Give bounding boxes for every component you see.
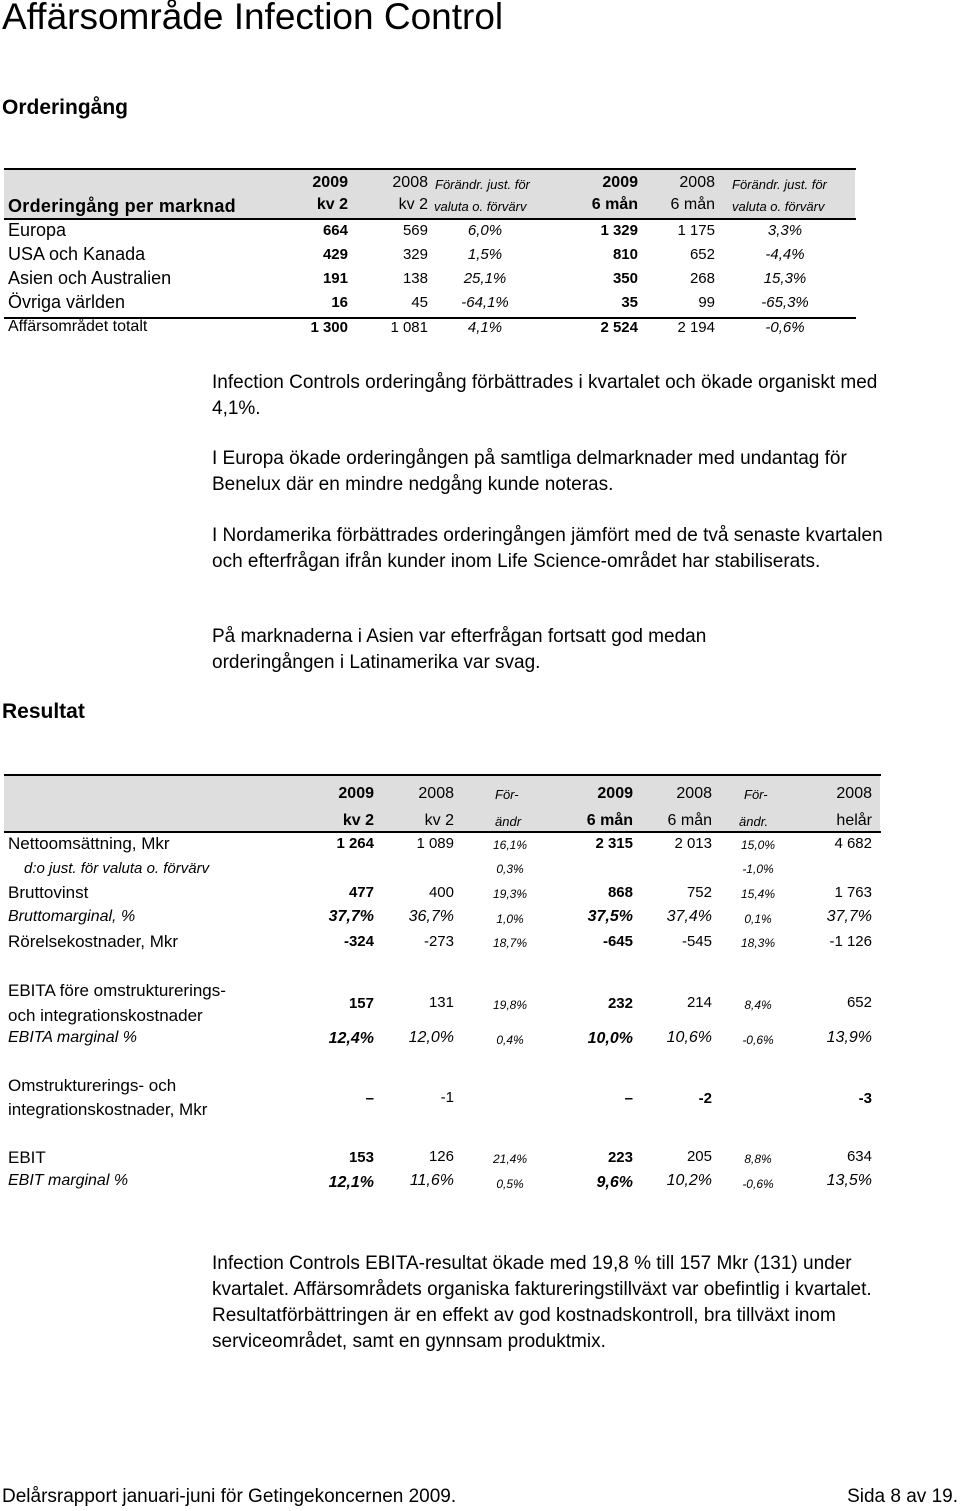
result-c5-bottom: 6 mån xyxy=(667,812,712,829)
section-heading-order: Orderingång xyxy=(2,96,129,119)
cell: 329 xyxy=(402,246,428,263)
cell: 652 xyxy=(846,994,872,1011)
page-footer xyxy=(2,1486,958,1508)
cell: 19,8% xyxy=(492,998,528,1012)
cell: 3,3% xyxy=(767,222,803,239)
row-label: Asien och Australien xyxy=(8,268,172,288)
cell: 1 175 xyxy=(677,222,715,239)
order-col4-bottom: 6 mån xyxy=(591,196,638,213)
cell: 126 xyxy=(428,1148,454,1165)
order-table-top-rule xyxy=(4,168,856,170)
cell: 634 xyxy=(846,1148,872,1165)
cell: 1 329 xyxy=(600,222,638,239)
result-c2-top: 2008 xyxy=(418,785,454,802)
result-c3-bottom: ändr xyxy=(495,814,522,829)
cell: 16 xyxy=(331,294,348,311)
order-paragraph-3: I Nordamerika förbättrades orderingången jämfört med de två senaste kvartalen och efterfrågan ifrån kunder inom Life Science-området har stabiliserats. xyxy=(212,525,883,572)
cell: 2 194 xyxy=(677,319,715,336)
row-label: EBIT marginal % xyxy=(8,1172,129,1189)
cell: -273 xyxy=(423,933,454,950)
cell: 1,5% xyxy=(467,246,503,263)
cell: 12,1% xyxy=(328,1174,374,1191)
cell: 10,0% xyxy=(587,1030,633,1047)
result-c2-bottom: kv 2 xyxy=(424,812,454,829)
cell: 752 xyxy=(686,884,712,901)
cell: 191 xyxy=(322,270,348,287)
result-c4-top: 2009 xyxy=(597,785,633,802)
row-label-line-2: integrationskostnader, Mkr xyxy=(8,1100,208,1119)
result-c5-top: 2008 xyxy=(676,785,712,802)
cell: 569 xyxy=(402,222,428,239)
cell: 25,1% xyxy=(463,270,507,287)
section-heading-result: Resultat xyxy=(2,700,85,723)
cell: 153 xyxy=(348,1149,374,1166)
cell: 214 xyxy=(686,994,712,1011)
cell: -324 xyxy=(343,933,374,950)
order-header-label: Orderingång per marknad xyxy=(8,196,236,216)
cell: 232 xyxy=(607,995,633,1012)
row-label: Bruttomarginal, % xyxy=(8,908,136,925)
order-col6-top: Förändr. just. för xyxy=(732,177,827,192)
cell: 4 682 xyxy=(834,835,872,852)
cell: 13,9% xyxy=(826,1029,872,1046)
order-col5-bottom: 6 mån xyxy=(670,196,715,213)
order-col3-bottom: valuta o. förvärv xyxy=(434,199,527,214)
cell: 223 xyxy=(607,1149,633,1166)
cell: -64,1% xyxy=(461,294,509,311)
cell: 8,8% xyxy=(744,1152,772,1166)
cell: 36,7% xyxy=(408,908,454,925)
result-c7-top: 2008 xyxy=(836,785,872,802)
cell: 0,3% xyxy=(496,862,524,876)
order-col6-bottom: valuta o. förvärv xyxy=(732,199,825,214)
cell: 16,1% xyxy=(492,838,528,852)
cell: 19,3% xyxy=(492,887,528,901)
cell: 8,4% xyxy=(744,998,772,1012)
cell: 429 xyxy=(322,246,348,263)
row-label-line-2: och integrationskostnader xyxy=(8,1006,203,1025)
cell: 11,6% xyxy=(409,1172,454,1189)
cell: 350 xyxy=(612,270,638,287)
row-label: Bruttovinst xyxy=(8,883,89,902)
result-c3-top: För- xyxy=(495,787,519,802)
cell: -0,6% xyxy=(765,319,805,336)
order-paragraph-1: Infection Controls orderingång förbättrades i kvartalet och ökade organiskt med 4,1%. xyxy=(212,372,878,419)
row-label: USA och Kanada xyxy=(8,244,146,264)
order-col3-top: Förändr. just. för xyxy=(435,177,530,192)
cell: -0,6% xyxy=(742,1177,774,1191)
order-paragraph-4: På marknaderna i Asien var efterfrågan fortsatt god medan orderingången i Latinamerika var svag. xyxy=(212,626,707,673)
cell: 664 xyxy=(322,222,348,239)
cell: 0,1% xyxy=(744,912,772,926)
cell: 652 xyxy=(689,246,715,263)
order-col4-top: 2009 xyxy=(602,174,638,191)
cell: -545 xyxy=(681,933,712,950)
cell: – xyxy=(624,1090,633,1107)
cell: 37,7% xyxy=(328,908,374,925)
cell: -1,0% xyxy=(742,862,774,876)
page-title: Affärsområde Infection Control xyxy=(2,0,504,37)
cell: 12,0% xyxy=(408,1029,454,1046)
row-label: EBITA marginal % xyxy=(8,1029,137,1046)
row-label: Affärsområdet totalt xyxy=(8,318,148,335)
cell: -0,6% xyxy=(742,1033,774,1047)
result-c6-bottom: ändr. xyxy=(739,814,769,829)
cell: 37,5% xyxy=(587,908,633,925)
cell: 1 264 xyxy=(336,835,374,852)
result-c1-bottom: kv 2 xyxy=(342,812,374,829)
cell: 2 524 xyxy=(600,319,638,336)
cell: -4,4% xyxy=(765,246,805,263)
cell: -645 xyxy=(602,933,633,950)
result-c4-bottom: 6 mån xyxy=(586,812,633,829)
cell: 205 xyxy=(686,1148,712,1165)
cell: 2 315 xyxy=(595,835,633,852)
cell: 35 xyxy=(621,294,638,311)
cell: 810 xyxy=(612,246,638,263)
row-label: Europa xyxy=(8,220,67,240)
result-c1-top: 2009 xyxy=(338,785,374,802)
footer-report-title: Delårsrapport januari-juni för Getingekoncernen 2009. xyxy=(2,1486,457,1507)
cell: 0,5% xyxy=(496,1177,524,1191)
row-label: d:o just. för valuta o. förvärv xyxy=(24,860,210,877)
cell: -1 126 xyxy=(829,933,872,950)
order-col1-top: 2009 xyxy=(312,174,348,191)
row-label: Nettoomsättning, Mkr xyxy=(8,834,170,853)
cell: 9,6% xyxy=(596,1174,633,1191)
order-table-header-rule xyxy=(4,218,856,220)
cell: -65,3% xyxy=(761,294,809,311)
cell: 157 xyxy=(348,995,374,1012)
row-label: EBIT xyxy=(8,1148,46,1167)
order-col1-bottom: kv 2 xyxy=(316,196,348,213)
row-label: Rörelsekostnader, Mkr xyxy=(8,932,179,951)
order-col2-top: 2008 xyxy=(392,174,428,191)
order-col2-bottom: kv 2 xyxy=(398,196,428,213)
cell: 37,7% xyxy=(826,908,872,925)
footer-page-number: Sida 8 av 19. xyxy=(847,1486,958,1507)
cell: 15,3% xyxy=(763,270,807,287)
result-c7-bottom: helår xyxy=(836,812,872,829)
cell: 12,4% xyxy=(328,1030,374,1047)
cell: 18,7% xyxy=(492,936,528,950)
cell: 400 xyxy=(428,884,454,901)
cell: 1 081 xyxy=(390,319,428,336)
cell: -2 xyxy=(698,1090,712,1107)
cell: 37,4% xyxy=(666,908,712,925)
cell: 4,1% xyxy=(467,319,503,336)
cell: 138 xyxy=(402,270,428,287)
cell: 268 xyxy=(689,270,715,287)
cell: 15,0% xyxy=(740,838,776,852)
row-label: Övriga världen xyxy=(8,292,126,312)
cell: 45 xyxy=(411,294,428,311)
order-paragraph-2: I Europa ökade orderingången på samtliga delmarknader med undantag för Benelux där en mindre nedgång kunde noteras. xyxy=(212,448,847,495)
result-c6-top: För- xyxy=(744,787,768,802)
cell: -3 xyxy=(858,1090,872,1107)
cell: 1,0% xyxy=(496,912,524,926)
row-label-line-1: EBITA före omstrukturerings- xyxy=(8,981,226,1000)
cell: 868 xyxy=(607,884,633,901)
row-label-line-1: Omstrukturerings- och xyxy=(8,1076,177,1095)
cell: 13,5% xyxy=(826,1172,872,1189)
cell: 477 xyxy=(348,884,374,901)
cell: 1 300 xyxy=(310,319,348,336)
cell: 15,4% xyxy=(740,887,776,901)
cell: – xyxy=(365,1090,374,1107)
cell: 21,4% xyxy=(492,1152,528,1166)
result-table-top-rule xyxy=(4,774,881,776)
cell: 1 089 xyxy=(416,835,454,852)
cell: 6,0% xyxy=(467,222,503,239)
result-table-header-rule xyxy=(4,831,881,833)
cell: 99 xyxy=(698,294,715,311)
result-paragraph: Infection Controls EBITA-resultat ökade med 19,8 % till 157 Mkr (131) under kvartalet. Affärsområdets organiska faktureringstillväxt var obefintlig i kvartalet. Resultatförbättringen är en effekt av god kostnadskontroll, bra tillväxt inom serviceområdet, samt en gynnsam produktmix. xyxy=(212,1253,872,1352)
cell: 0,4% xyxy=(496,1033,524,1047)
cell: 18,3% xyxy=(740,936,776,950)
cell: -1 xyxy=(440,1089,454,1106)
cell: 10,2% xyxy=(666,1172,712,1189)
order-col5-top: 2008 xyxy=(679,174,715,191)
cell: 131 xyxy=(428,994,454,1011)
cell: 2 013 xyxy=(674,835,712,852)
cell: 1 763 xyxy=(834,884,872,901)
cell: 10,6% xyxy=(666,1029,712,1046)
